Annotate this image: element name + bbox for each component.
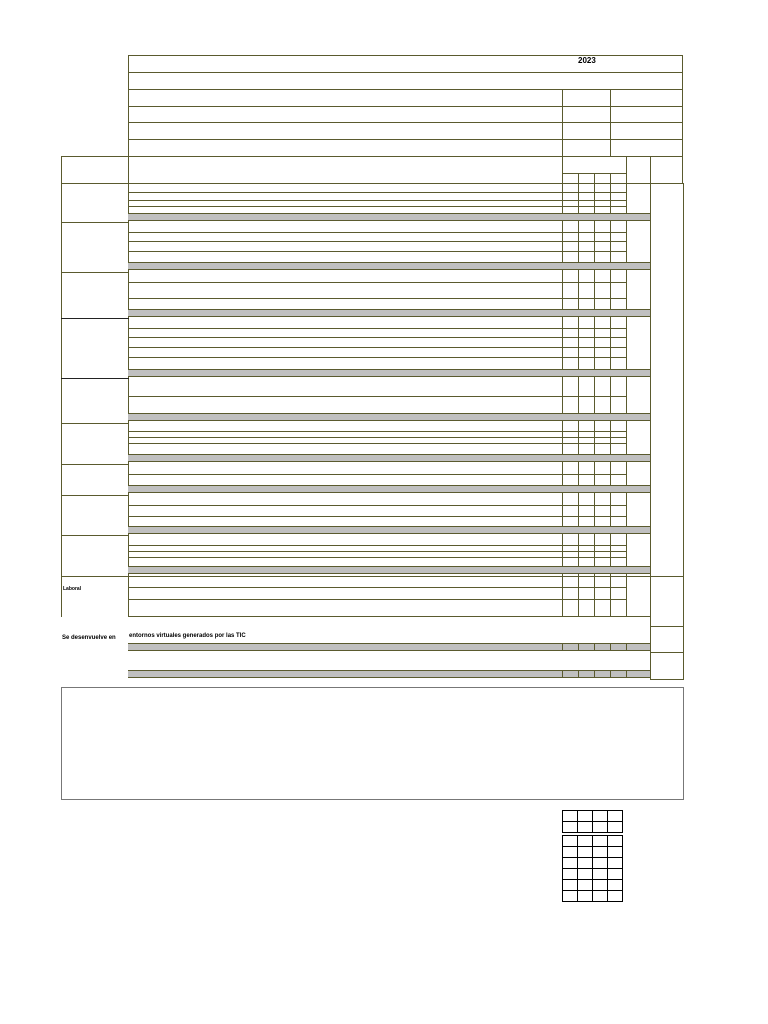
- row-line: [128, 328, 627, 329]
- area-left-border: [61, 183, 62, 617]
- tic-col: [610, 670, 611, 678]
- year-label: 2023: [578, 56, 596, 65]
- area-divider: [61, 576, 683, 577]
- subtotal-row: [128, 454, 650, 462]
- total-header-cell: [626, 156, 651, 184]
- area-divider: [61, 318, 129, 319]
- subtotal-row: [128, 213, 650, 221]
- subtotal-row: [128, 413, 650, 421]
- header-divider: [128, 139, 683, 140]
- subtotal-row: [128, 369, 650, 377]
- tic-col: [562, 643, 563, 651]
- header-divider: [128, 106, 683, 107]
- row-line: [128, 282, 627, 283]
- area-divider: [61, 272, 129, 273]
- tic-col: [578, 670, 579, 678]
- legend-grid-top: [562, 810, 623, 833]
- area-bottom-line: [128, 616, 650, 617]
- row-line: [128, 241, 627, 242]
- body-top-line: [61, 183, 683, 184]
- tic-text: entornos virtuales generados por las TIC: [129, 633, 246, 639]
- row-line: [128, 474, 627, 475]
- score-header-cell: [650, 156, 683, 184]
- score-cell-line: [650, 626, 683, 627]
- legend-grid-bottom: [562, 835, 623, 902]
- comments-box: [61, 687, 684, 800]
- header-divider: [128, 89, 683, 90]
- area-divider: [61, 535, 129, 536]
- score-col-right: [683, 183, 684, 680]
- row-line: [128, 516, 627, 517]
- row-line: [128, 396, 627, 397]
- subtotal-row: [128, 485, 650, 493]
- subtotal-row: [128, 526, 650, 534]
- row-line: [128, 192, 627, 193]
- row-line: [128, 200, 627, 201]
- total-col-right: [650, 183, 651, 680]
- row-line: [128, 357, 627, 358]
- laboral-label: Laboral: [63, 586, 82, 592]
- header-col-divider: [610, 89, 611, 157]
- row-line: [128, 232, 627, 233]
- tic-col: [594, 643, 595, 651]
- row-line: [128, 337, 627, 338]
- header-divider: [128, 122, 683, 123]
- row-line: [128, 443, 627, 444]
- row-line: [128, 251, 627, 252]
- row-line: [128, 557, 627, 558]
- row-line: [128, 431, 627, 432]
- subtotal-row: [128, 566, 650, 574]
- tic-col: [626, 670, 627, 678]
- tic-col: [610, 643, 611, 651]
- row-line: [128, 437, 627, 438]
- tic-col: [562, 670, 563, 678]
- tic-subtotal-row-2: [128, 670, 650, 678]
- header-divider: [128, 72, 683, 73]
- tic-bottom-line: [650, 679, 683, 680]
- score-cell-line: [650, 652, 683, 653]
- tic-subtotal-row-1: [128, 643, 650, 651]
- area-divider: [61, 378, 129, 379]
- row-line: [128, 505, 627, 506]
- tic-col: [594, 670, 595, 678]
- row-line: [128, 206, 627, 207]
- area-divider: [61, 464, 129, 465]
- area-divider: [61, 222, 129, 223]
- area-divider: [61, 423, 129, 424]
- area-divider: [61, 495, 129, 496]
- subtotal-row: [128, 309, 650, 317]
- tic-col: [578, 643, 579, 651]
- tic-prefix: Se desenvuelve en: [62, 635, 116, 641]
- area-header-cell: [61, 156, 129, 184]
- row-line: [128, 545, 627, 546]
- subtotal-row: [128, 262, 650, 270]
- row-line: [128, 298, 627, 299]
- row-line: [128, 551, 627, 552]
- row-line: [128, 599, 627, 600]
- criteria-header-cell: [128, 156, 563, 184]
- tic-col: [626, 643, 627, 651]
- row-line: [128, 347, 627, 348]
- row-line: [128, 587, 627, 588]
- header-col-divider: [562, 89, 563, 157]
